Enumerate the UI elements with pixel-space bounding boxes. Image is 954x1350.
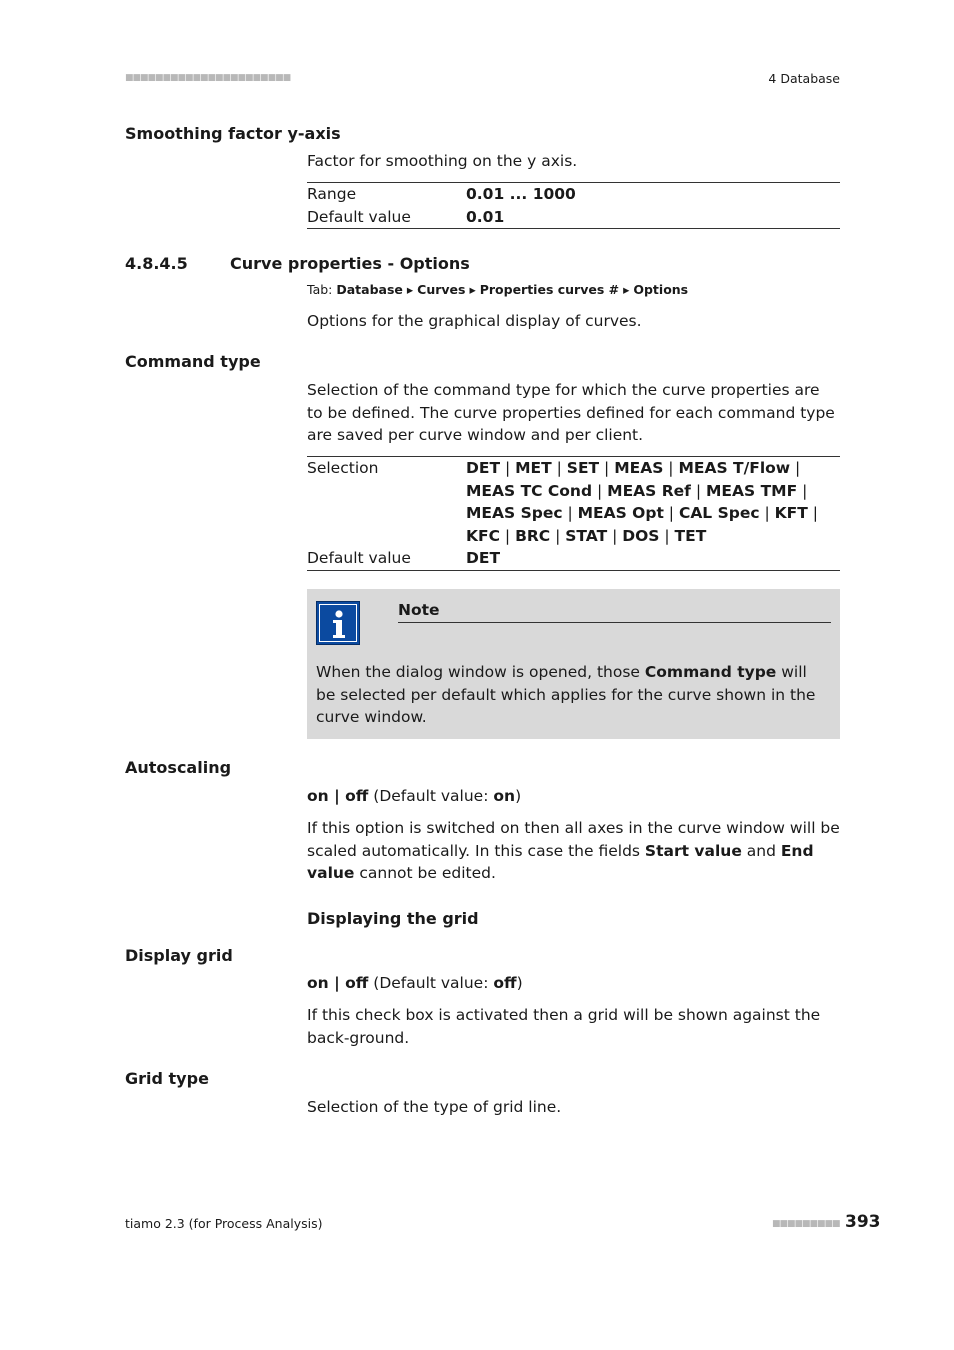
info-icon xyxy=(316,601,360,645)
default-label: Default value xyxy=(307,549,411,567)
arrow-right-icon: ▸ xyxy=(406,282,414,297)
display-grid-description: If this check box is activated then a grid will be shown against the back-ground. xyxy=(307,1006,821,1047)
note-text: When the dialog window is opened, those Command type will be selected per default which applies for the curve shown in the curve window. xyxy=(316,663,816,726)
command-type-option: SET xyxy=(566,459,600,477)
command-type-option: BRC xyxy=(515,526,551,545)
command-type-option: KFC xyxy=(466,526,500,545)
option-separator: | xyxy=(551,459,567,477)
command-type-option: MEAS xyxy=(614,459,664,477)
arrow-right-icon: ▸ xyxy=(623,282,630,297)
section-intro: Options for the graphical display of curves. xyxy=(307,312,642,330)
command-type-option: MEAS Opt xyxy=(577,504,664,522)
command-type-option: MET xyxy=(515,459,552,477)
smoothing-heading: Smoothing factor y-axis xyxy=(125,124,341,143)
default-row xyxy=(307,206,840,229)
grid-type-description: Selection of the type of grid line. xyxy=(307,1098,562,1116)
command-type-option: MEAS Spec xyxy=(466,504,563,522)
option-separator: | xyxy=(663,459,679,477)
arrow-right-icon: ▸ xyxy=(469,282,476,297)
breadcrumb-item-options: Options xyxy=(633,282,689,297)
option-separator: | xyxy=(499,526,516,545)
breadcrumb-item-curves: Curves xyxy=(417,282,466,297)
header-section-title: 4 Database xyxy=(768,71,840,86)
option-separator: | xyxy=(663,504,679,522)
option-separator: | xyxy=(599,459,615,477)
range-row xyxy=(307,183,840,206)
display-grid-heading: Display grid xyxy=(125,946,233,965)
autoscaling-default-value: on xyxy=(493,787,516,805)
command-type-option: DET xyxy=(466,459,501,477)
header-decoration: ■■■■■■■■■■■■■■■■■■■■■■ xyxy=(125,73,291,83)
option-separator: | xyxy=(500,459,516,477)
option-separator: | xyxy=(807,504,818,522)
command-type-term: Command type xyxy=(644,663,777,681)
command-type-description: Selection of the command type for which the curve properties are to be defined. The curve properties defined for each command type are saved per curve window and per client. xyxy=(307,381,835,444)
command-type-option: STAT xyxy=(565,526,608,545)
note-box xyxy=(307,589,840,739)
option-separator: | xyxy=(607,526,623,545)
command-type-option: CAL Spec xyxy=(678,504,760,522)
range-value: 0.01 ... 1000 xyxy=(466,185,576,203)
range-label: Range xyxy=(307,185,357,203)
display-grid-default-value: off xyxy=(493,974,517,992)
autoscaling-description: If this option is switched on then all axes in the curve window will be scaled automatically. In this case the fields Start value and End value cannot be edited. xyxy=(307,819,840,882)
command-type-option: TET xyxy=(674,526,707,545)
selection-options xyxy=(466,457,840,547)
option-separator: | xyxy=(797,481,808,500)
breadcrumb-item-properties-curves: Properties curves # xyxy=(479,282,620,297)
option-separator: | xyxy=(659,526,675,545)
smoothing-description: Factor for smoothing on the y axis. xyxy=(307,152,578,170)
command-type-option: MEAS TC Cond xyxy=(466,481,593,500)
tab-prefix: Tab: xyxy=(307,282,337,297)
section-title: Curve properties - Options xyxy=(230,254,470,273)
option-separator: | xyxy=(690,481,706,500)
page-number: 393 xyxy=(845,1212,881,1232)
breadcrumb-item-database: Database xyxy=(336,282,403,297)
command-type-option: MEAS TMF xyxy=(706,481,798,500)
command-type-option: KFT xyxy=(774,504,808,522)
option-separator: | xyxy=(759,504,775,522)
autoscaling-options: on | off (Default value: on) xyxy=(307,787,522,805)
option-separator: | xyxy=(550,526,566,545)
grid-subheading: Displaying the grid xyxy=(307,909,479,928)
command-type-table xyxy=(307,456,840,571)
default-row xyxy=(307,547,840,570)
default-label: Default value xyxy=(307,207,411,226)
selection-label: Selection xyxy=(307,459,379,477)
section-number: 4.8.4.5 xyxy=(125,254,188,273)
option-separator: | xyxy=(592,481,608,500)
autoscaling-heading: Autoscaling xyxy=(125,758,232,777)
default-value: 0.01 xyxy=(466,207,505,226)
grid-type-heading: Grid type xyxy=(125,1069,209,1088)
tab-breadcrumb xyxy=(307,282,688,297)
display-grid-options: on | off (Default value: off) xyxy=(307,974,523,992)
footer-decoration: ■■■■■■■■■ xyxy=(772,1219,840,1229)
end-value-term: End value xyxy=(307,841,814,882)
command-type-option: MEAS Ref xyxy=(607,481,691,500)
smoothing-table xyxy=(307,182,840,229)
command-type-heading: Command type xyxy=(125,352,261,371)
command-type-option: MEAS T/Flow xyxy=(678,459,791,477)
option-separator: | xyxy=(562,504,578,522)
default-value: DET xyxy=(466,549,501,567)
footer-product: tiamo 2.3 (for Process Analysis) xyxy=(125,1216,323,1231)
option-separator: | xyxy=(790,459,801,477)
note-title: Note xyxy=(398,600,831,623)
selection-row xyxy=(307,457,840,547)
start-value-term: Start value xyxy=(644,841,742,860)
command-type-option: DOS xyxy=(622,526,660,545)
